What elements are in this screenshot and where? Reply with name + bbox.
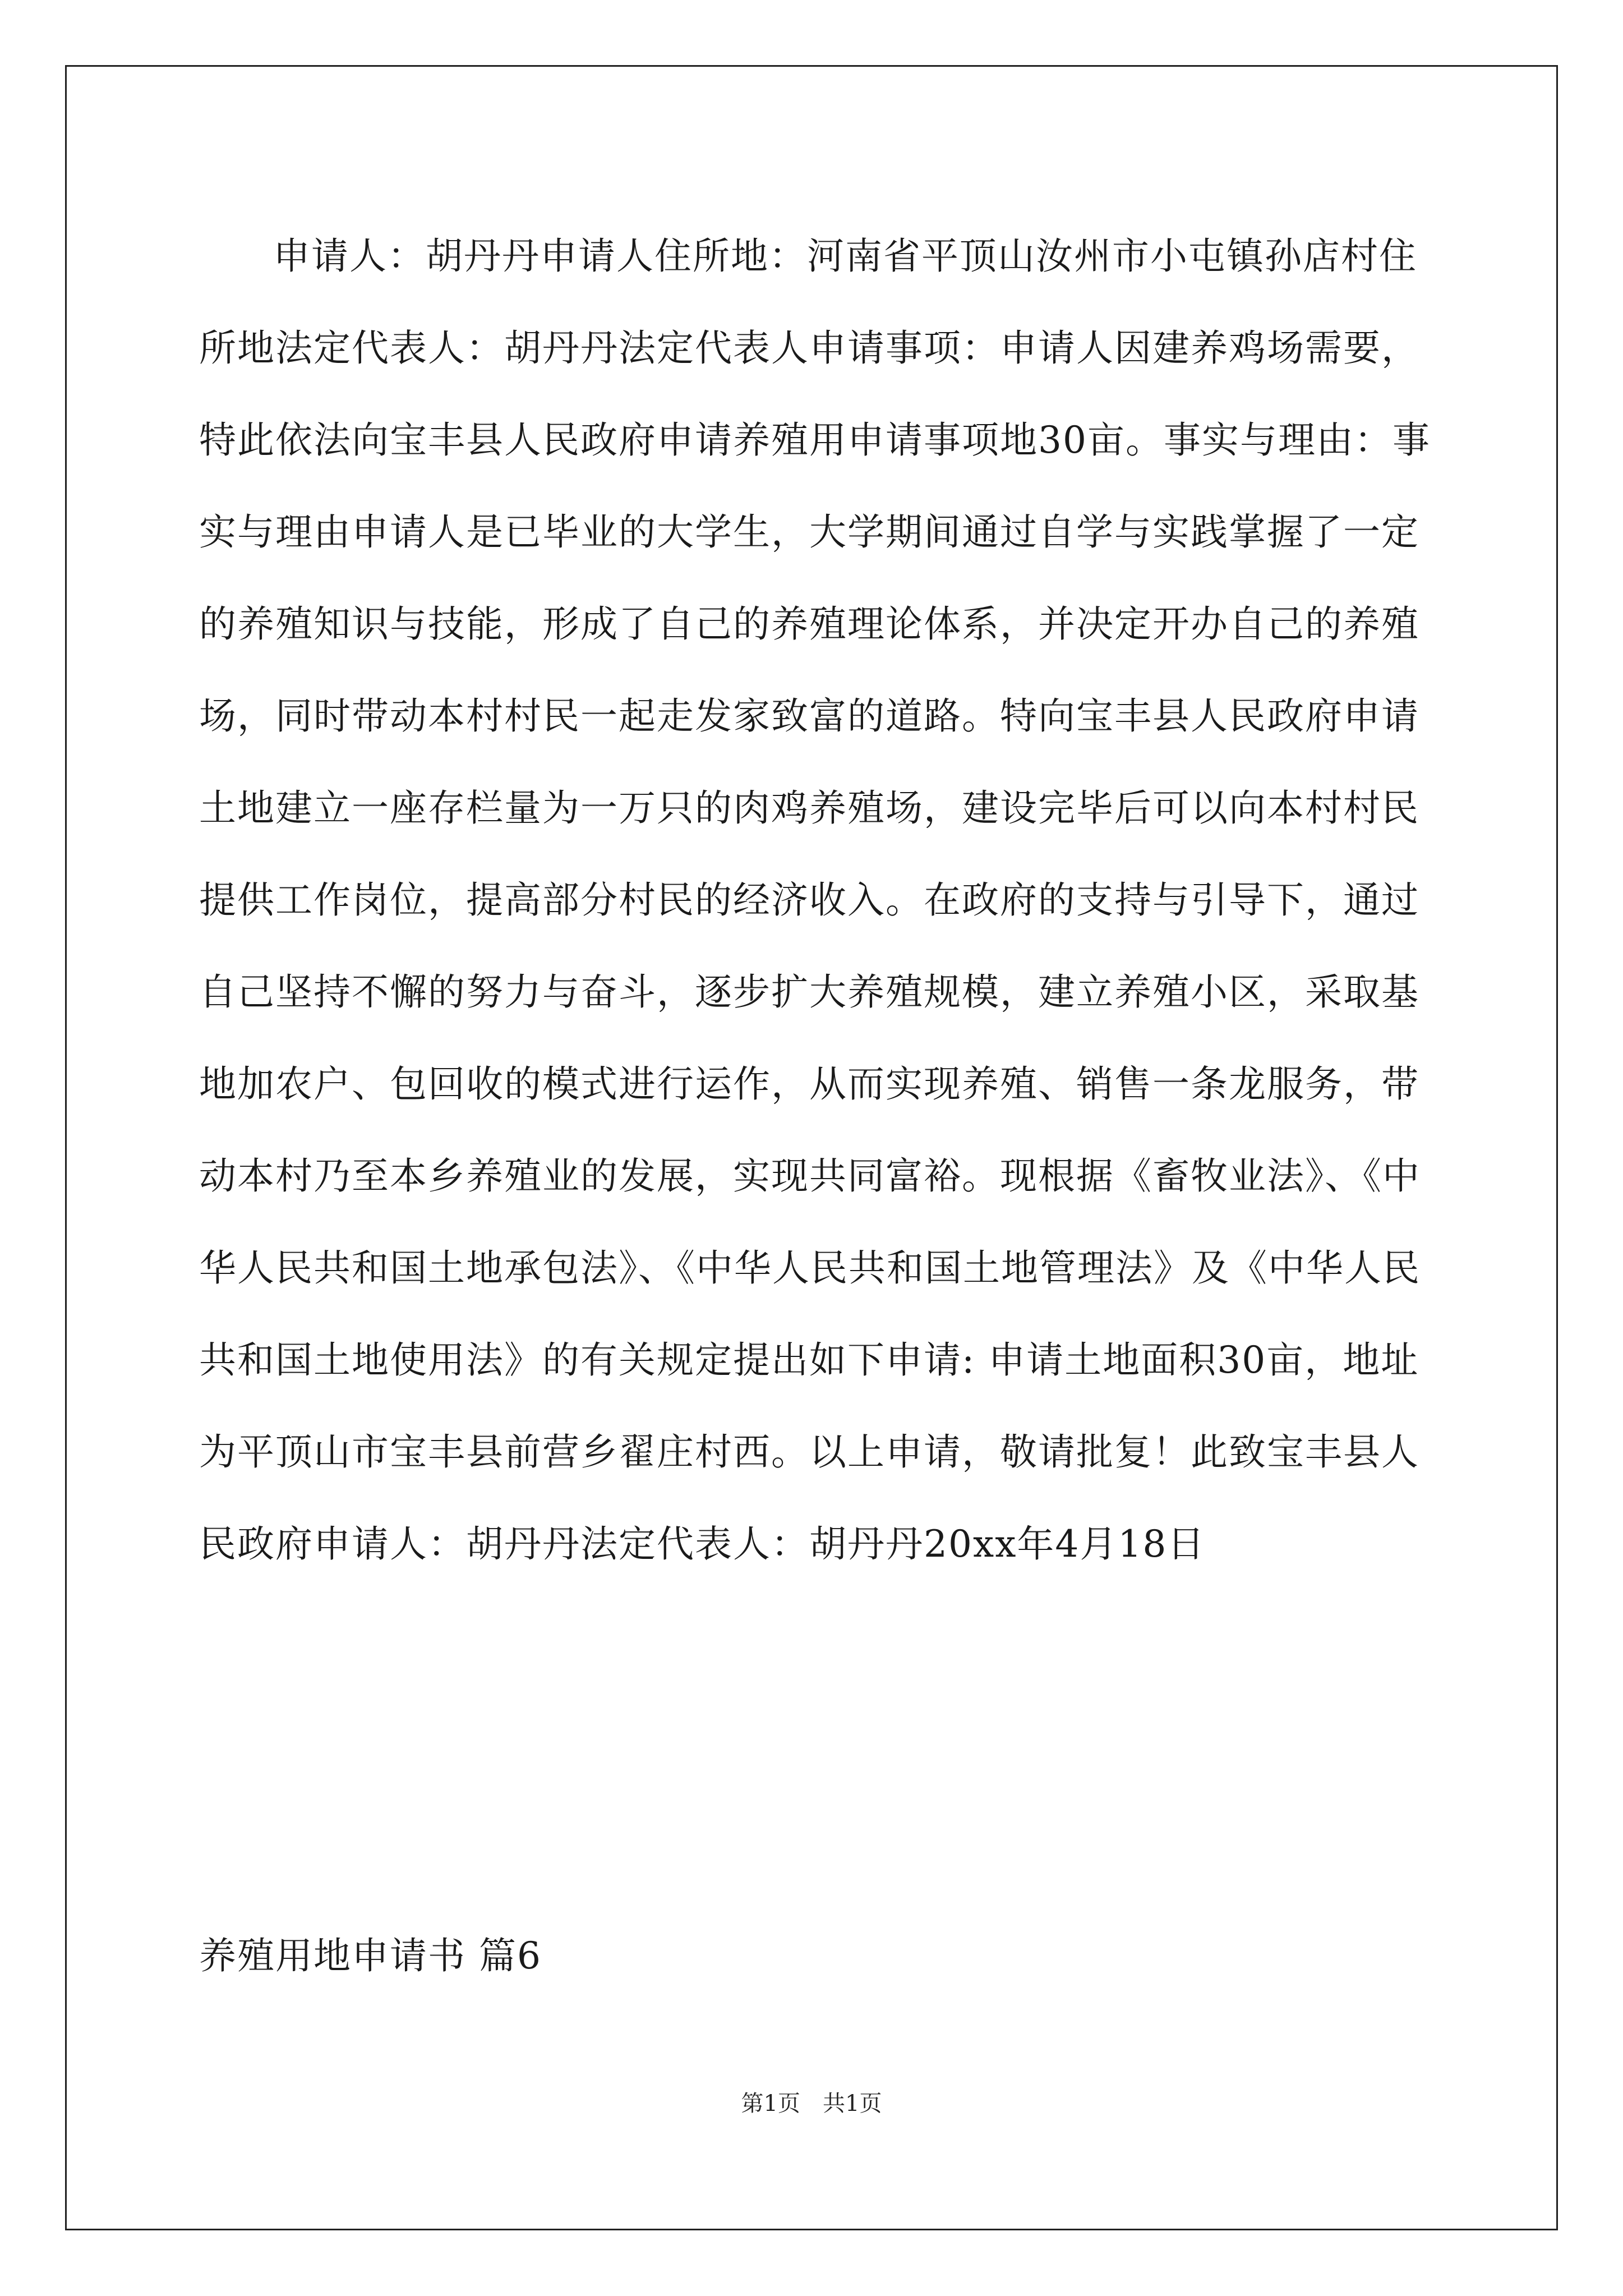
page-number-current: 第1页 [741,2091,800,2116]
page-footer [0,2087,1623,2120]
page-number-total: 共1页 [823,2091,882,2116]
section-heading: 养殖用地申请书 篇6 [199,1934,542,1977]
application-body-paragraph: 申请人：胡丹丹申请人住所地：河南省平顶山汝州市小屯镇孙店村住所地法定代表人：胡丹丹法定代表人申请事项：申请人因建养鸡场需要，特此依法向宝丰县人民政府申请养殖用申请事项地30亩。事实与理由：事实与理由申请人是已毕业的大学生，大学期间通过自学与实践掌握了一定的养殖知识与技能，形成了自己的养殖理论体系，并决定开办自己的养殖场，同时带动本村村民一起走发家致富的道路。特向宝丰县人民政府申请土地建立一座存栏量为一万只的肉鸡养殖场，建设完毕后可以向本村村民提供工作岗位，提高部分村民的经济收入。在政府的支持与引导下，通过自己坚持不懈的努力与奋斗，逐步扩大养殖规模，建立养殖小区，采取基地加农户、包回收的模式进行运作，从而实现养殖、销售一条龙服务，带动本村乃至本乡养殖业的发展，实现共同富裕。现根据《畜牧业法》、《中华人民共和国土地承包法》、《中华人民共和国土地管理法》及《中华人民共和国土地使用法》的有关规定提出如下申请: 申请土地面积30亩，地址为平顶山市宝丰县前营乡翟庄村西。以上申请，敬请批复！此致宝丰县人民政府申请人：胡丹丹法定代表人：胡丹丹20xx年4月18日 [199,234,1431,1566]
